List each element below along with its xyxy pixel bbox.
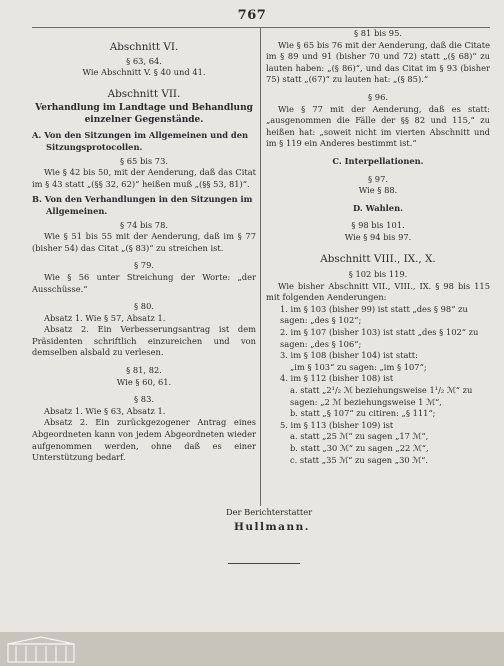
subsection-heading: A. Von den Sitzungen im Allgemeinen und den Sitzungsprotocollen. xyxy=(32,130,249,152)
list-item: 1. im § 103 (bisher 99) ist statt „des § 98“ zu sagen: „des § 102“; xyxy=(280,303,468,326)
list-item: 4. im § 112 (bisher 108) ist xyxy=(280,373,394,384)
list-item: „im § 103“ zu sagen: „im § 107“; xyxy=(290,361,427,372)
list-item: b. statt „§ 107“ zu citiren: „§ 111“; xyxy=(290,408,436,419)
paragraph-range: § 97. xyxy=(368,173,388,184)
library-building-icon xyxy=(6,636,76,664)
list-item: a. statt „2¹/₂ ℳ beziehungsweise 1¹/₂ ℳ“ zu sagen: „2 ℳ beziehungsweise 1 ℳ“, xyxy=(290,385,473,407)
paragraph-range: § 80. xyxy=(134,301,154,312)
right-column xyxy=(266,28,490,466)
paragraph-text: Wie § 65 bis 76 mit der Aenderung, daß die Citate im § 89 und 91 (bisher 70 und 72) statt „(§ 68)“ zu lauten haben: „(§ 86)“, und das Citat im § 93 (bisher 75) statt „(67)“ zu lauten hat: „(§ 85).“ xyxy=(266,39,490,85)
page-number: 767 xyxy=(237,8,267,23)
paragraph-text: Absatz 2. Ein zurückgezogener Antrag eines Abgeordneten kann von jedem Abgeordneten wieder aufgenommen werden, ohne daß es einer Unterstützung bedarf. xyxy=(32,417,256,463)
signature-name: Hullmann. xyxy=(234,521,310,533)
paragraph-range: § 98 bis 101. xyxy=(351,220,405,231)
paragraph-text: Wie § 51 bis 55 mit der Aenderung, daß im § 77 (bisher 54) das Citat „(§ 83)“ zu streichen ist. xyxy=(32,231,256,253)
subsection-heading: B. Von den Verhandlungen in den Sitzungen im Allgemeinen. xyxy=(32,194,253,216)
paragraph-range: § 96. xyxy=(368,91,388,102)
paragraph-text: Wie § 42 bis 50, mit der Aenderung, daß das Citat im § 43 statt „(§§ 32, 62)“ heißen muß „(§§ 53, 81)“. xyxy=(32,167,256,189)
subsection-heading: C. Interpellationen. xyxy=(332,155,424,166)
list-item: a. statt „25 ℳ“ zu sagen „17 ℳ“, xyxy=(290,431,429,442)
paragraph-text: Absatz 1. Wie § 63, Absatz 1. xyxy=(44,405,166,416)
paragraph-text: Wie § 60, 61. xyxy=(116,376,172,387)
paragraph-text: Wie § 56 unter Streichung der Worte: „der Ausschüsse.“ xyxy=(32,271,256,294)
section-title: Abschnitt VIII., IX., X. xyxy=(320,252,436,265)
column-divider xyxy=(260,28,261,506)
signature-role: Der Berichterstatter xyxy=(226,507,313,517)
paragraph-text: Absatz 1. Wie § 57, Absatz 1. xyxy=(44,312,166,323)
paragraph-text: Wie § 94 bis 97. xyxy=(344,231,412,242)
paragraph-range: § 63, 64. xyxy=(126,55,162,66)
section-title: Abschnitt VI. xyxy=(109,41,179,53)
closing-rule xyxy=(228,563,300,564)
section-heading: Verhandlung im Landtage und Behandlung einzelner Gegenstände. xyxy=(35,103,253,126)
amendment-list xyxy=(266,304,490,466)
paragraph-range: § 65 bis 73. xyxy=(119,155,169,166)
paragraph-range: § 74 bis 78. xyxy=(119,219,169,230)
list-item: c. statt „35 ℳ“ zu sagen „30 ℳ“. xyxy=(290,454,429,465)
paragraph-range: § 81 bis 95. xyxy=(353,28,403,38)
paragraph-range: § 83. xyxy=(134,394,154,405)
paragraph-text: Wie bisher Abschnitt VII., VIII., IX. § 98 bis 115 mit folgenden Aenderungen: xyxy=(266,280,490,303)
list-item: b. statt „30 ℳ“ zu sagen „22 ℳ“, xyxy=(290,443,429,453)
paragraph-text: Wie § 88. xyxy=(358,185,398,196)
paragraph-range: § 79. xyxy=(134,260,154,271)
list-item: 2. im § 107 (bisher 103) ist statt „des § 102“ zu sagen: „des § 106“; xyxy=(280,327,479,349)
paragraph-range: § 102 bis 119. xyxy=(348,269,408,280)
paragraph-text: Wie Abschnitt V. § 40 und 41. xyxy=(82,67,206,78)
left-column xyxy=(32,28,256,464)
list-item: 5. im § 113 (bisher 109) ist xyxy=(280,419,394,430)
section-title: Abschnitt VII. xyxy=(107,87,181,100)
paragraph-text: Wie § 77 mit der Aenderung, daß es statt: „ausgenommen die Fälle der §§ 82 und 115,“ zu heißen hat: „soweit nicht im vierten Abschnitt und im § 119 ein Anderes bestimmt ist.“ xyxy=(266,103,490,149)
paragraph-text: Absatz 2. Ein Verbesserungsantrag ist dem Präsidenten schriftlich einzureichen und von demselben alsbald zu verlesen. xyxy=(32,324,256,358)
paragraph-range: § 81, 82. xyxy=(126,365,162,376)
subsection-heading: D. Wahlen. xyxy=(352,202,404,213)
list-item: 3. im § 108 (bisher 104) ist statt: xyxy=(280,350,418,361)
